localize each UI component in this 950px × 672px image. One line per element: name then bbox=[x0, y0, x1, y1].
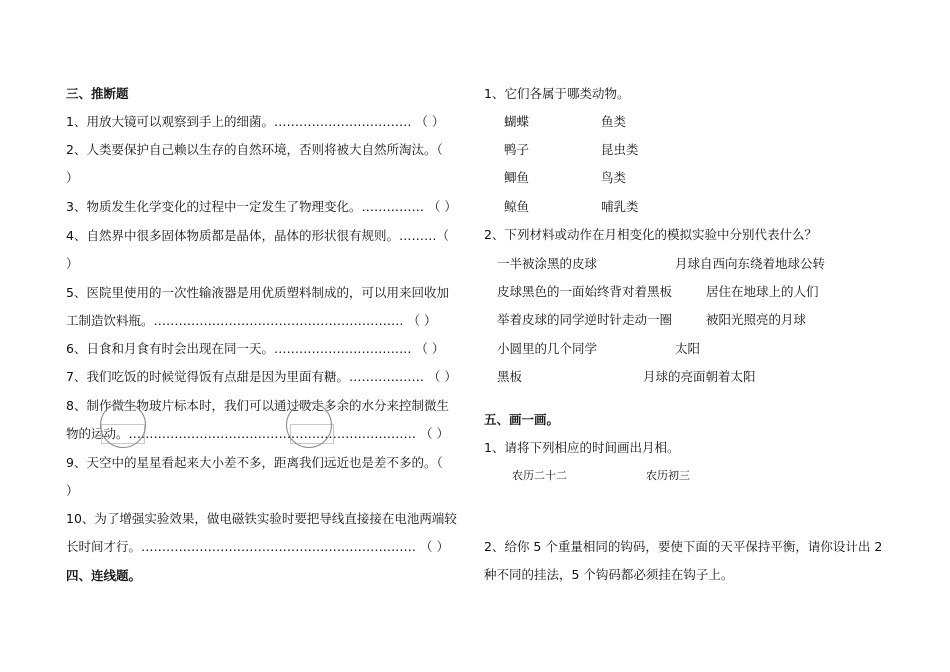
question-9-line1: 9、天空中的星星看起来大小差不多，距离我们远近也是差不多的。（ bbox=[66, 455, 443, 470]
question-5-line1: 5、医院里使用的一次性输液器是用优质塑料制成的，可以用来回收加 bbox=[66, 285, 449, 300]
match2-right-3: 被阳光照亮的月球 bbox=[706, 312, 807, 327]
drawing-1-title: 1、请将下列相应的时间画出月相。 bbox=[484, 440, 680, 455]
matching-2-title: 2、下列材料或动作在月相变化的模拟实验中分别代表什么？ bbox=[484, 227, 817, 242]
match2-left-2: 皮球黑色的一面始终背对着黑板 bbox=[497, 284, 673, 299]
match2-right-1: 月球自西向东绕着地球公转 bbox=[675, 256, 826, 271]
drawing-2-line2: 种不同的挂法，5 个钩码都必须挂在钩子上。 bbox=[484, 567, 734, 582]
match2-right-4: 太阳 bbox=[675, 341, 701, 356]
question-2-line1: 2、人类要保护自己赖以生存的自然环境，否则将被大自然所淘汰。（ bbox=[66, 142, 443, 157]
question-6: 6、日食和月食有时会出现在同一天。…………………………… （ ） bbox=[66, 341, 445, 356]
match2-left-3: 举着皮球的同学逆时针走动一圈 bbox=[497, 312, 673, 327]
question-4-line1: 4、自然界中很多固体物质都是晶体，晶体的形状很有规则。………（ bbox=[66, 228, 449, 243]
match1-left-3: 鲫鱼 bbox=[504, 170, 530, 185]
matching-1-title: 1、它们各属于哪类动物。 bbox=[484, 86, 630, 101]
question-8-line1: 8、制作微生物玻片标本时，我们可以通过吸走多余的水分来控制微生 bbox=[66, 398, 449, 413]
lunar-date-label-2: 农历初三 bbox=[646, 469, 690, 482]
section4-title: 四、连线题。 bbox=[66, 568, 142, 583]
scan-circle-left bbox=[100, 402, 146, 448]
drawing-2-line1: 2、给你 5 个重量相同的钩码，要使下面的天平保持平衡，请你设计出 2 bbox=[484, 539, 883, 554]
match2-right-5: 月球的亮面朝着太阳 bbox=[643, 369, 756, 384]
question-9-line2: ） bbox=[66, 483, 79, 498]
section5-title: 五、画一画。 bbox=[484, 412, 560, 427]
question-7: 7、我们吃饭的时候觉得饭有点甜是因为里面有糖。……………… （ ） bbox=[66, 369, 457, 384]
lunar-date-label-1: 农历二十二 bbox=[512, 469, 567, 482]
match1-right-3: 鸟类 bbox=[601, 170, 627, 185]
question-2-line2: ） bbox=[66, 170, 79, 185]
question-4-line2: ） bbox=[66, 256, 79, 271]
question-10-line2: 长时间才行。………………………………………………………… （ ） bbox=[66, 539, 449, 554]
question-8-line2: 物的运动。…………………………………………………………… （ ） bbox=[66, 426, 449, 441]
match2-left-1: 一半被涂黑的皮球 bbox=[497, 256, 598, 271]
question-5-line2: 工制造饮料瓶。…………………………………………………… （ ） bbox=[66, 313, 437, 328]
match1-right-4: 哺乳类 bbox=[601, 199, 639, 214]
match1-left-4: 鲸鱼 bbox=[504, 199, 530, 214]
match2-left-5: 黑板 bbox=[497, 369, 523, 384]
match1-right-1: 鱼类 bbox=[601, 114, 627, 129]
match2-right-2: 居住在地球上的人们 bbox=[706, 284, 819, 299]
section3-title: 三、推断题 bbox=[66, 86, 129, 101]
question-3: 3、物质发生化学变化的过程中一定发生了物理变化。…………… （ ） bbox=[66, 199, 457, 214]
match2-left-4: 小圆里的几个同学 bbox=[497, 341, 598, 356]
scan-circle-right bbox=[286, 402, 332, 448]
match1-left-2: 鸭子 bbox=[504, 142, 530, 157]
match1-left-1: 蝴蝶 bbox=[504, 114, 530, 129]
question-1: 1、用放大镜可以观察到手上的细菌。…………………………… （ ） bbox=[66, 114, 445, 129]
match1-right-2: 昆虫类 bbox=[601, 142, 639, 157]
question-10-line1: 10、为了增强实验效果，做电磁铁实验时要把导线直接接在电池两端较 bbox=[66, 511, 457, 526]
